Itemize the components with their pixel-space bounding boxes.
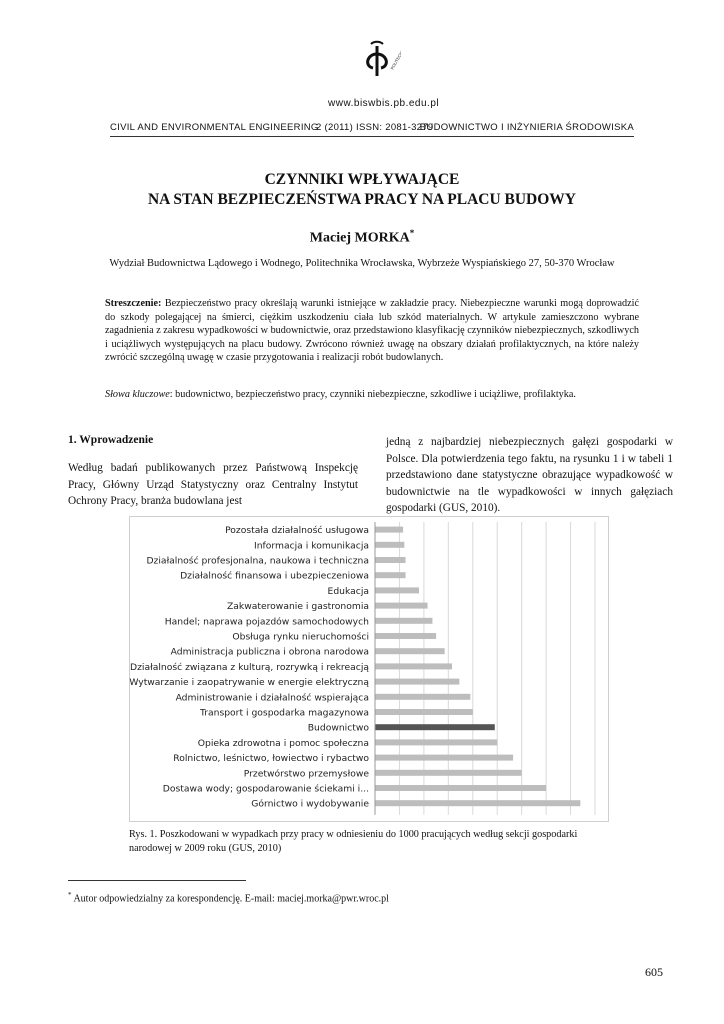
body-text-right: jedną z najbardziej niebezpiecznych gałęzi gospodarki w Polsce. Dla potwierdzenia tego faktu, na rysunku 1 i w tabeli 1 przedstawiono dane statystyczne obrazujące wypadkowość w budownictwie na tle wypadkowości w innych gałęziach gospodarki (GUS, 2010). (386, 436, 673, 514)
bar (375, 587, 419, 593)
figure-caption: Rys. 1. Poszkodowani w wypadkach przy pracy w odniesieniu do 1000 pracujących według sekcji gospodarki narodowej w 2009 roku (GUS, 2010) (129, 829, 578, 854)
bar (375, 557, 406, 563)
category-label: Administracja publiczna i obrona narodowa (170, 646, 369, 658)
abstract-label: Streszczenie: (105, 298, 162, 309)
bar (375, 663, 452, 669)
keywords-label: Słowa kluczowe (105, 389, 170, 400)
footnote-mark: * (68, 891, 72, 899)
category-label: Dostawa wody; gospodarowanie ściekami i... (162, 783, 369, 795)
category-label: Zakwaterowanie i gastronomia (226, 601, 369, 613)
abstract-text: Bezpieczeństwo pracy określają warunki istniejące w zakładzie pracy. Niebezpieczne warunki mogą doprowadzić do szkody polegającej na śmierci, ciężkim uszkodzeniu ciała lub szkód materialnych. W artykule zamieszczono wybrane zagadnienia z zakresu wypadkowości w budownictwie, oraz przedstawiono klasyfikację czynników niebezpiecznych, szkodliwych i uciążliwych występujących na placu budowy. Zwrócono również uwagę na obszary działań profilaktycznych, na które należy zwrócić szczególną uwagę w czasie przygotowania i realizacji robót budowlanych. (105, 298, 639, 364)
category-label: Transport i gospodarka magazynowa (199, 707, 369, 719)
journal-issue: 2 (2011) ISSN: 2081-3279 (316, 122, 434, 133)
bar (375, 648, 445, 654)
keywords-text: : budownictwo, bezpieczeństwo pracy, czynniki niebezpieczne, szkodliwe i uciążliwe, profilaktyka. (169, 389, 576, 400)
bar (375, 785, 546, 791)
category-label: Edukacja (327, 585, 369, 597)
journal-name: CIVIL AND ENVIRONMENTAL ENGINEERING (110, 122, 319, 133)
category-label: Działalność profesjonalna, naukowa i techniczna (146, 555, 369, 567)
category-label: Górnictwo i wydobywanie (251, 798, 369, 810)
bar (375, 679, 459, 685)
bar (375, 770, 522, 776)
author-footnote-mark: * (409, 228, 415, 238)
category-label: Przetwórstwo przemysłowe (243, 768, 369, 780)
category-label: Handel; naprawa pojazdów samochodowych (164, 616, 369, 628)
bar (375, 694, 470, 700)
category-label: Pozostała działalność usługowa (225, 525, 369, 537)
category-label: Opieka zdrowotna i pomoc społeczna (197, 737, 369, 749)
bar (375, 542, 404, 548)
keywords (105, 389, 639, 400)
journal-name-pl: BUDOWNICTWO I INŻYNIERIA ŚRODOWISKA (419, 122, 634, 133)
bar (375, 709, 473, 715)
university-logo (353, 40, 401, 88)
category-label: Budownictwo (307, 722, 369, 734)
bar (375, 633, 436, 639)
section-heading: 1. Wprowadzenie (68, 434, 154, 446)
category-label: Działalność związana z kulturą, rozrywką i rekreacją (130, 661, 369, 673)
category-label: Administrowanie i działalność wspierająca (175, 692, 369, 704)
affiliation: Wydział Budownictwa Lądowego i Wodnego, Politechnika Wrocławska, Wybrzeże Wyspiańskiego 27, 50-370 Wrocław (109, 258, 615, 269)
abstract (105, 297, 639, 365)
article-title: CZYNNIKI WPŁYWAJĄCE NA STAN BEZPIECZEŃSTWA PRACY NA PLACU BUDOWY (147, 171, 577, 208)
bar (375, 800, 580, 806)
category-label: Rolnictwo, leśnictwo, łowiectwo i rybactwo (173, 753, 369, 765)
footnote-text: Autor odpowiedzialny za korespondencję. E-mail: maciej.morka@pwr.wroc.pl (71, 893, 389, 905)
category-label: Informacja i komunikacja (254, 540, 369, 552)
author-name: Maciej MORKA* (309, 228, 415, 246)
body-text-left: Według badań publikowanych przez Państwową Inspekcję Pracy, Główny Urząd Statystyczny oraz Centralny Instytut Ochrony Pracy, branża budowlana jest (68, 462, 358, 507)
journal-header (110, 118, 634, 134)
bar-highlighted (375, 724, 495, 730)
bar (375, 572, 406, 578)
page-number: 605 (645, 965, 663, 979)
bar (375, 739, 497, 745)
bar (375, 755, 513, 761)
category-label: Działalność finansowa i ubezpieczeniowa (180, 570, 369, 582)
category-label: Wytwarzanie i zaopatrywanie w energie elektryczną (129, 677, 369, 689)
category-label: Obsługa rynku nieruchomości (232, 631, 369, 643)
footnote-rule (68, 880, 246, 881)
footnote (68, 891, 389, 904)
bar (375, 618, 432, 624)
bar (375, 603, 428, 609)
logo-text: POLITECHNIKA (389, 42, 401, 71)
bar-chart (129, 516, 609, 822)
header-rule (110, 136, 634, 137)
bar (375, 527, 403, 533)
